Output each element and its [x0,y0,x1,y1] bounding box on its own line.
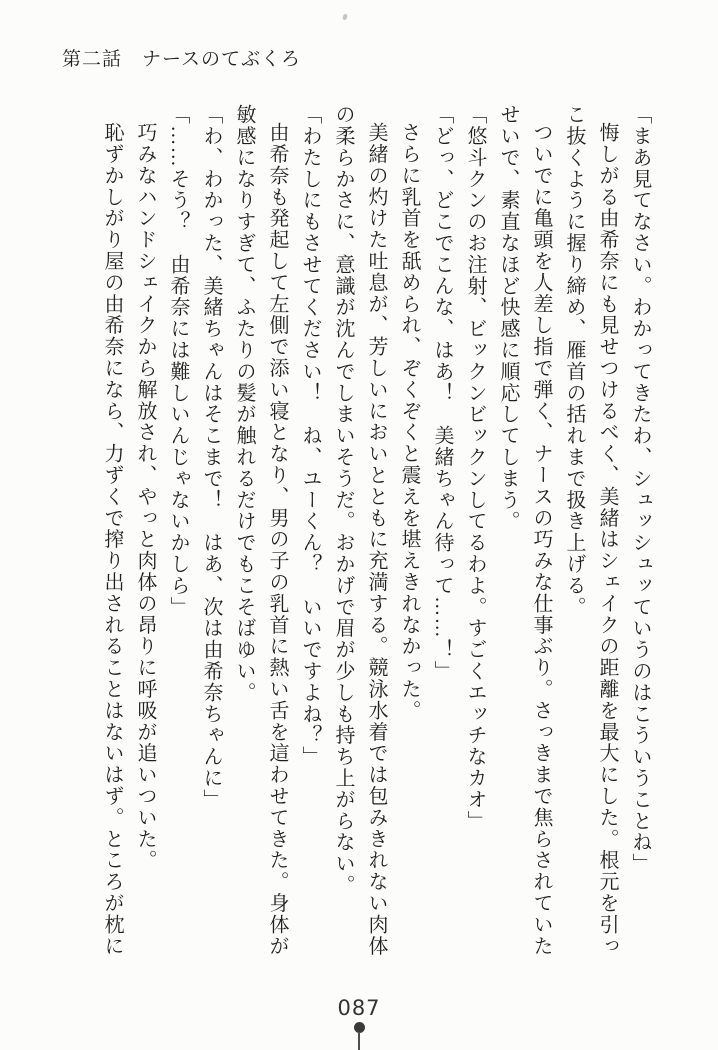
text-line: 「どっ、どこでこんな、はあ！ 美緒ちゃん待って……！」 [431,104,453,682]
text-line: 敏感になりすぎて、ふたりの髪が触れるだけでもこそばゆい。 [233,104,255,704]
text-line: 「わたしにもさせてください！ ね、ユーくん？ いいですよね？」 [299,104,321,768]
text-line: の柔らかさに、意識が沈んでしまいそうだ。おかげで眉が少しも持ち上がらない。 [332,104,354,896]
text-line: 巧みなハンドシェイクから解放され、やっと肉体の昂りに呼吸が追いついた。 [134,122,156,871]
chapter-header: 第二話 ナースのてぶくろ [62,49,302,70]
trim-mark-stem [358,1032,360,1050]
text-line: 「わ、わかった、美緒ちゃんはそこまで！ はあ、次は由希奈ちゃんに」 [200,104,222,811]
text-line: 「悠斗クンのお注射、ビックンビックンしてるわよ。すごくエッチなカオ」 [464,104,486,832]
text-line: せいで、素直なほど快感に順応してしまう。 [497,104,519,532]
text-line: こ抜くように握り締め、雁首の括れまで扱き上げる。 [563,104,585,618]
text-line: 恥ずかしがり屋の由希奈になら、力ずくで搾り出されることはないはず。ところが枕に [101,122,123,957]
text-line: 由希奈も発起して左側で添い寝となり、男の子の乳首に熱い舌を這わせてきた。身体が [266,122,288,957]
text-line: 美緒の灼けた吐息が、芳しいにおいとともに充満する。競泳水着では包みきれない肉体 [365,122,387,957]
text-line: 「まあ見てなさい。わかってきたわ、シュッシュッていうのはこういうことね」 [629,104,651,875]
top-edge-mark [342,14,348,21]
text-line: さらに乳首を舐められ、ぞくぞくと震えを堪えきれなかった。 [398,122,420,722]
text-body [95,104,656,984]
text-line: 悔しがる由希奈にも見せつけるべく、美緒はシェイクの距離を最大にした。根元を引っ [596,122,618,957]
text-line: 「……そう？ 由希奈には難しいんじゃないかしら」 [167,104,189,618]
page-number: 087 [337,996,381,1020]
text-line: ついでに亀頭を人差し指で弾く、ナースの巧みな仕事ぶり。さっきまで焦らされていた [530,122,552,957]
